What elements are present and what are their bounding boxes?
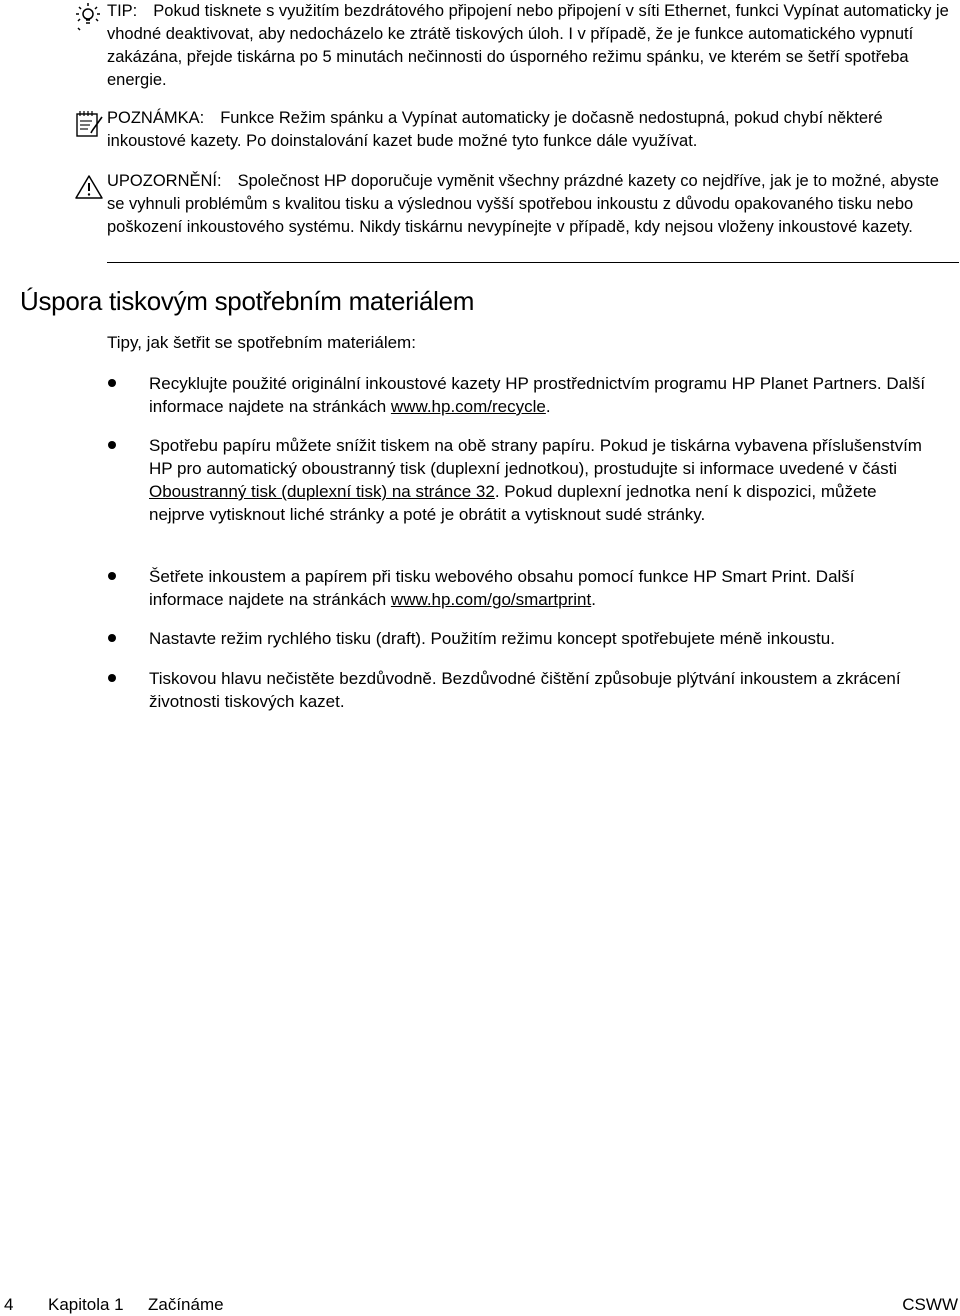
tip-text: Pokud tisknete s využitím bezdrátového připojení nebo připojení v síti Ethernet, funkci Vypínat automaticky je vhodné deaktivovat, aby nedocházelo ke ztrátě tiskových úloh. I v případě, že je funkce automatického vypnutí zakázána, přejde tiskárna po 5 minutách nečinnosti do úsporného režimu spánku, ve kterém se šetří spotřeba energie.: [107, 2, 949, 89]
footer-page-number: 4: [4, 1295, 14, 1314]
list-item-text: [149, 565, 929, 611]
footer-edition: CSWW: [902, 1295, 958, 1314]
list-item-text: Nastavte režim rychlého tisku (draft). Použitím režimu koncept spotřebujete méně inkoustu.: [149, 629, 835, 648]
bullet-dot: [108, 379, 116, 387]
list-item-text: Tiskovou hlavu nečistěte bezdůvodně. Bezdůvodné čištění způsobuje plýtvání inkoustem a zkrácení životnosti tiskových kazet.: [149, 669, 901, 711]
bullet-dot: [108, 441, 116, 449]
bullet-dot: [108, 634, 116, 642]
list-item-text-part: Šetřete inkoustem a papírem při tisku webového obsahu pomocí funkce HP Smart Print. Další informace najdete na stránkách: [149, 567, 855, 609]
list-item-text: [149, 434, 929, 526]
caution-label: UPOZORNĚNÍ:: [107, 172, 222, 190]
note-text: Funkce Režim spánku a Vypínat automaticky je dočasně nedostupná, pokud chybí některé inkoustové kazety. Po doinstalování kazet bude možné tyto funkce dále využívat.: [107, 109, 883, 150]
section-intro: Tipy, jak šetřit se spotřebním materiálem:: [107, 333, 416, 352]
list-item-text: [149, 372, 929, 418]
section-title: Úspora tiskovým spotřebním materiálem: [20, 286, 475, 316]
caution-text: Společnost HP doporučuje vyměnit všechny prázdné kazety co nejdříve, jak je to možné, abyste se vyhnuli problémům s kvalitou tisku a výslednou vyšší spotřebou inkoustu z důvodu opakovaného tisku nebo poškození inkoustového systému. Nikdy tiskárnu nevypínejte v případě, kdy nejsou vloženy inkoustové kazety.: [107, 172, 939, 236]
tip-text-block: [107, 0, 952, 92]
footer-chapter: Kapitola 1: [48, 1295, 124, 1314]
warning-triangle-icon: [74, 174, 104, 205]
note-pad-icon: [74, 109, 104, 144]
list-item-text-part: .: [545, 397, 551, 416]
caution-block: [0, 170, 960, 265]
caution-text-block: [107, 170, 952, 239]
tip-label: TIP:: [107, 2, 138, 20]
caution-divider: [107, 262, 959, 263]
list-item-text-part: . Pokud duplexní jednotka není k dispozici, můžete nejprve vytisknout liché stránky a poté je obrátit a vytisknout sudé stránky.: [149, 482, 877, 524]
list-item-text-part: Spotřebu papíru můžete snížit tiskem na obě strany papíru. Pokud je tiskárna vybavena příslušenstvím HP pro automatický oboustranný tisk (duplexní jednotkou), prostudujte si informace uvedené v části: [149, 436, 922, 478]
note-text-block: [107, 107, 952, 153]
tip-block: [0, 0, 960, 98]
bullet-dot: [108, 674, 116, 682]
list-item-text-part: .: [591, 590, 596, 609]
note-block: [0, 107, 960, 162]
list-item-text-part: Recyklujte použité originální inkoustové kazety HP prostřednictvím programu HP Planet Partners. Další informace najdete na stránkách: [149, 374, 926, 416]
note-label: POZNÁMKA:: [107, 109, 205, 127]
footer-chapter-title: Začínáme: [148, 1295, 224, 1314]
smartprint-link[interactable]: www.hp.com/go/smartprint: [390, 590, 592, 609]
bullet-dot: [108, 572, 116, 580]
duplex-printing-link[interactable]: Oboustranný tisk (duplexní tisk) na stránce 32: [149, 482, 495, 501]
recycle-link[interactable]: www.hp.com/recycle: [390, 397, 546, 416]
lightbulb-icon: [74, 2, 102, 41]
